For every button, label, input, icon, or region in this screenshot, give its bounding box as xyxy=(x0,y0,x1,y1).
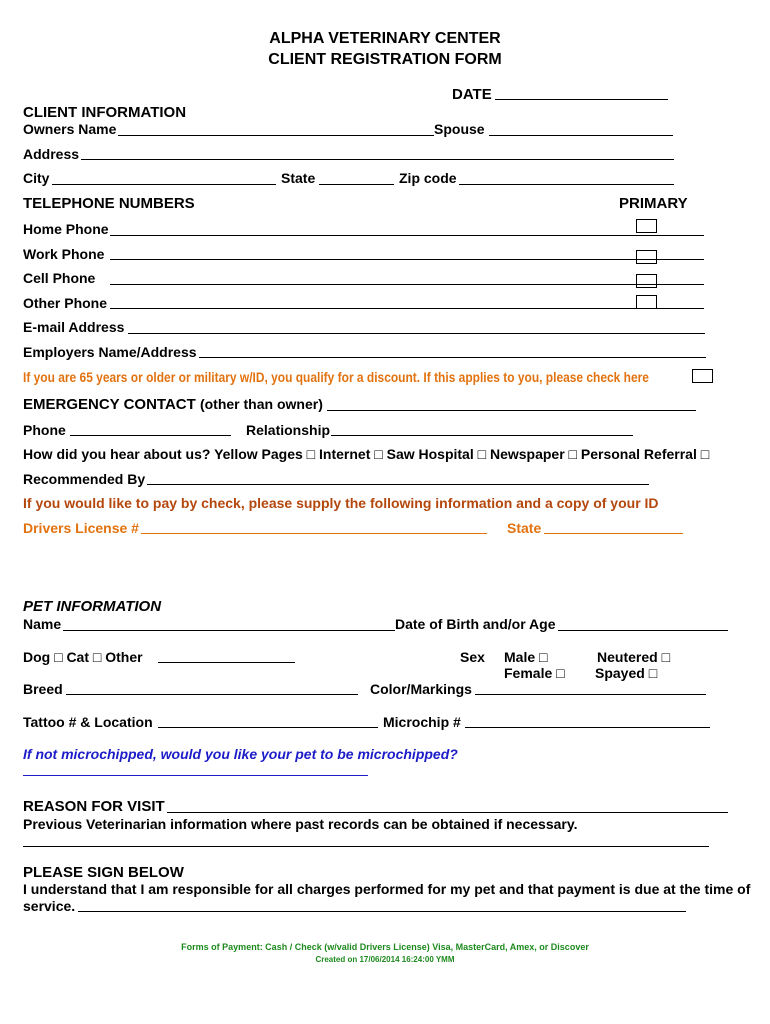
previous-vet-label: Previous Veterinarian information where past records can be obtained if necessary. xyxy=(23,816,578,832)
owners-name-field[interactable] xyxy=(118,135,434,136)
signature-field[interactable] xyxy=(78,911,686,912)
tattoo-field[interactable] xyxy=(158,727,378,728)
owners-name-label: Owners Name xyxy=(23,121,117,137)
other-phone-field[interactable] xyxy=(110,308,704,309)
responsibility-statement-line1: I understand that I am responsible for all charges performed for my pet and that payment is due at the time of xyxy=(23,881,751,897)
species-options[interactable]: Dog □ Cat □ Other xyxy=(23,649,143,665)
pet-section-heading: PET INFORMATION xyxy=(23,598,162,615)
cell-phone-field[interactable] xyxy=(110,284,704,285)
responsibility-statement-line2: service. xyxy=(23,898,76,914)
client-section-heading: CLIENT INFORMATION xyxy=(23,104,187,121)
payment-forms-note: Forms of Payment: Cash / Check (w/valid Drivers License) Visa, MasterCard, Amex, or Discover xyxy=(181,942,589,952)
form-subtitle: CLIENT REGISTRATION FORM xyxy=(268,51,502,68)
relationship-field[interactable] xyxy=(331,435,633,436)
home-phone-field[interactable] xyxy=(110,235,704,236)
spayed-option[interactable]: Spayed □ xyxy=(595,665,658,681)
employer-label: Employers Name/Address xyxy=(23,344,197,360)
relationship-label: Relationship xyxy=(246,422,331,438)
sign-section-heading: PLEASE SIGN BELOW xyxy=(23,864,184,881)
city-field[interactable] xyxy=(52,184,276,185)
date-label: DATE xyxy=(452,86,492,103)
work-phone-field[interactable] xyxy=(110,259,704,260)
spouse-label: Spouse xyxy=(434,121,485,137)
discount-checkbox[interactable] xyxy=(692,369,713,383)
emergency-contact-label: EMERGENCY CONTACT xyxy=(23,396,196,413)
microchip-label: Microchip # xyxy=(383,714,461,730)
cell-primary-checkbox[interactable] xyxy=(636,274,657,288)
emergency-contact-field[interactable] xyxy=(327,410,696,411)
emergency-phone-field[interactable] xyxy=(70,435,231,436)
license-state-field[interactable] xyxy=(544,533,683,534)
sex-female-option[interactable]: Female □ xyxy=(504,665,565,681)
state-field[interactable] xyxy=(319,184,394,185)
check-payment-notice: If you would like to pay by check, please supply the following information and a copy of your ID xyxy=(23,495,659,511)
pet-dob-label: Date of Birth and/or Age xyxy=(395,616,556,632)
spouse-field[interactable] xyxy=(489,135,673,136)
species-other-field[interactable] xyxy=(158,662,295,663)
license-state-label: State xyxy=(507,520,542,536)
emergency-contact-heading xyxy=(23,396,323,413)
drivers-license-label: Drivers License # xyxy=(23,520,139,536)
emergency-phone-label: Phone xyxy=(23,422,66,438)
pet-dob-field[interactable] xyxy=(558,630,728,631)
home-primary-checkbox[interactable] xyxy=(636,219,657,233)
work-primary-checkbox[interactable] xyxy=(636,250,657,264)
created-timestamp: Created on 17/06/2014 16:24:00 YMM xyxy=(315,955,455,964)
zip-field[interactable] xyxy=(459,184,674,185)
cell-phone-label: Cell Phone xyxy=(23,270,96,286)
recommended-by-label: Recommended By xyxy=(23,471,146,487)
visit-section-heading: REASON FOR VISIT xyxy=(23,798,165,815)
other-primary-checkbox[interactable] xyxy=(636,295,657,309)
state-label: State xyxy=(281,170,316,186)
sex-label: Sex xyxy=(460,649,485,665)
tattoo-label: Tattoo # & Location xyxy=(23,714,153,730)
pet-name-label: Name xyxy=(23,616,62,632)
other-phone-label: Other Phone xyxy=(23,295,108,311)
pet-name-field[interactable] xyxy=(63,630,395,631)
drivers-license-field[interactable] xyxy=(141,533,487,534)
visit-reason-field[interactable] xyxy=(167,812,728,813)
email-field[interactable] xyxy=(128,333,705,334)
color-markings-field[interactable] xyxy=(475,694,706,695)
email-label: E-mail Address xyxy=(23,319,125,335)
employer-field[interactable] xyxy=(199,357,706,358)
neutered-option[interactable]: Neutered □ xyxy=(597,649,671,665)
sex-male-option[interactable]: Male □ xyxy=(504,649,548,665)
recommended-by-field[interactable] xyxy=(147,484,649,485)
form-title: ALPHA VETERINARY CENTER xyxy=(269,30,501,47)
work-phone-label: Work Phone xyxy=(23,246,105,262)
city-label: City xyxy=(23,170,50,186)
microchip-question: If not microchipped, would you like your pet to be microchipped? xyxy=(23,746,458,762)
color-markings-label: Color/Markings xyxy=(370,681,472,697)
microchip-answer-field[interactable] xyxy=(23,775,368,776)
breed-field[interactable] xyxy=(66,694,358,695)
address-field[interactable] xyxy=(81,159,674,160)
emergency-contact-note: (other than owner) xyxy=(199,396,323,412)
telephone-section-heading: TELEPHONE NUMBERS xyxy=(23,195,195,212)
discount-notice: If you are 65 years or older or military w/ID, you qualify for a discount. If this applies to you, please check here xyxy=(23,369,649,385)
address-label: Address xyxy=(23,146,80,162)
date-field[interactable] xyxy=(495,99,668,100)
primary-column-label: PRIMARY xyxy=(619,195,688,212)
microchip-field[interactable] xyxy=(465,727,710,728)
referral-question[interactable]: How did you hear about us? Yellow Pages □ Internet □ Saw Hospital □ Newspaper □ Personal Referral □ xyxy=(23,446,710,462)
previous-vet-field[interactable] xyxy=(23,846,709,847)
breed-label: Breed xyxy=(23,681,63,697)
home-phone-label: Home Phone xyxy=(23,221,109,237)
zip-label: Zip code xyxy=(399,170,457,186)
